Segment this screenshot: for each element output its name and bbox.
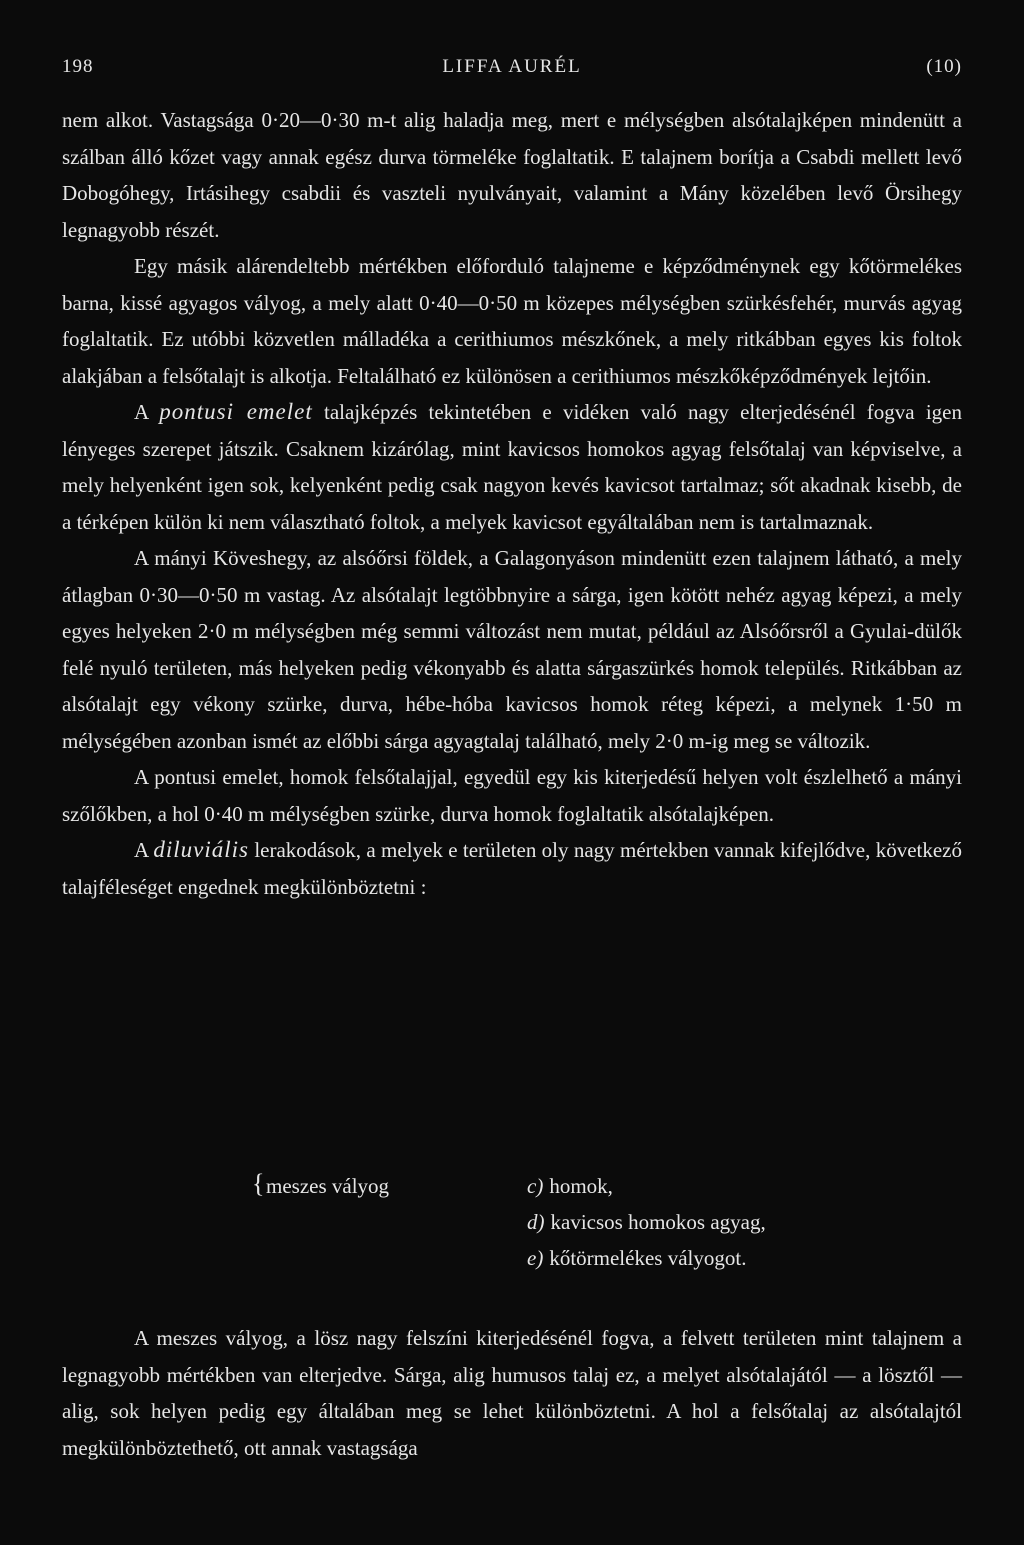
emphasis-pontusi-emelet: pontusi emelet [159, 399, 313, 424]
brace-glyph: { [252, 1169, 265, 1198]
body-text [62, 102, 962, 905]
list-right-column [527, 1168, 927, 1276]
emphasis-diluvialis: diluviális [153, 837, 249, 862]
list-item-meszes-valyog: meszes vályog [266, 1174, 390, 1198]
page-number: 198 [62, 56, 94, 77]
paragraph-diluvialis-lead: A [134, 838, 154, 862]
paragraph-pontusi [62, 394, 962, 540]
body-text-continued [62, 1320, 962, 1466]
running-title: LIFFA AURÉL [442, 56, 582, 77]
list-item-text: kőtörmelékes vályogot. [549, 1246, 747, 1270]
paragraph-meszes-valyog: A meszes vályog, a lösz nagy felszíni kiterjedésénél fogva, a felvett területen mint talajnem a legnagyobb mértékben van elterjedve. Sárga, alig humusos talaj ez, a melyet alsótalajától — a lösztől — alig, sok helyen pedig egy általában meg se lehet különböztetni. A hol a felsőtalaj az alsótalajtól megkülönböztethető, ott annak vastagsága [62, 1326, 962, 1460]
document-page [62, 0, 962, 1545]
list-item [527, 1168, 927, 1204]
list-item [527, 1240, 927, 1276]
list-item-label: d) [527, 1210, 545, 1234]
paragraph-homok: A pontusi emelet, homok felsőtalajjal, egyedül egy kis kiterjedésű helyen volt észlelhető a mányi szőlőkben, a hol 0·40 m mélységben szürke, durva homok foglaltatik alsótalajképen. [62, 765, 962, 826]
section-number: (10) [926, 56, 962, 77]
list-item [527, 1204, 927, 1240]
page-header [62, 56, 962, 86]
paragraph-2: Egy másik alárendeltebb mértékben előforduló talajneme e képződménynek egy kőtörmelékes barna, kissé agyagos vályog, a mely alatt 0·40—0·50 m közepes mélységben szürkésfehér, murvás agyag foglaltatik. Ez utóbbi közvetlen málladéka a cerithiumos mészkőnek, a mely ritkábban egyes kis foltok alakjában a felsőtalajt is alkotja. Feltalálható ez különösen a cerithiumos mészkőképződmények lejtőin. [62, 254, 962, 388]
list-item-text: homok, [549, 1174, 613, 1198]
list-item-label: c) [527, 1174, 544, 1198]
paragraph-pontusi-rest: talajképzés tekintetében e vidéken való nagy elterjedésénél fogva igen lényeges szerepet játszik. Csaknem kizárólag, mint kavicsos homokos agyag felsőtalaj van képviselve, a mely helyenként igen sok, kelyenként pedig csak nagyon kevés kavicsot tartalmaz; sőt akadnak kisebb, de a térképen külön ki nem választható foltok, a melyek kavicsot egyáltalában nem is tartalmaznak. [62, 400, 962, 534]
list-item-text: kavicsos homokos agyag, [550, 1210, 766, 1234]
paragraph-diluvialis-rest: lerakodások, a melyek e területen oly nagy mértekben vannak kifejlődve, következő talajféleséget engednek megkülönböztetni : [62, 838, 962, 899]
paragraph-diluvialis [62, 832, 962, 905]
paragraph-pontusi-lead: A [134, 400, 160, 424]
list-item-label: e) [527, 1246, 544, 1270]
paragraph-koveshegy: A mányi Köveshegy, az alsóőrsi földek, a Galagonyáson mindenütt ezen talajnem látható, a mely átlagban 0·30—0·50 m vastag. Az alsótalajt legtöbbnyire a sárga, igen kötött nehéz agyag képezi, a mely egyes helyeken 2·0 m mélységben még semmi változást nem mutat, például az Alsóőrsről a Gyulai-dülők felé nyuló területen, más helyeken pedig vékonyabb és alatta sárgaszürkés homok település. Ritkábban az alsótalajt egy vékony szürke, durva, hébe-hóba kavicsos homok réteg képezi, a melynek 1·50 m mélységében azonban ismét az előbbi sárga agyagtalaj található, mely 2·0 m-ig meg se változik. [62, 546, 962, 753]
paragraph-1: nem alkot. Vastagsága 0·20—0·30 m-t alig haladja meg, mert e mélységben alsótalajképen mindenütt a szálban álló kőzet vagy annak egész durva törmeléke foglaltatik. E talajnem borítja a Csabdi mellett levő Dobogóhegy, Irtásihegy csabdii és vaszteli nyulványait, valamint a Mány közelében levő Örsihegy legnagyobb részét. [62, 108, 962, 242]
list-left-column [252, 1168, 389, 1204]
